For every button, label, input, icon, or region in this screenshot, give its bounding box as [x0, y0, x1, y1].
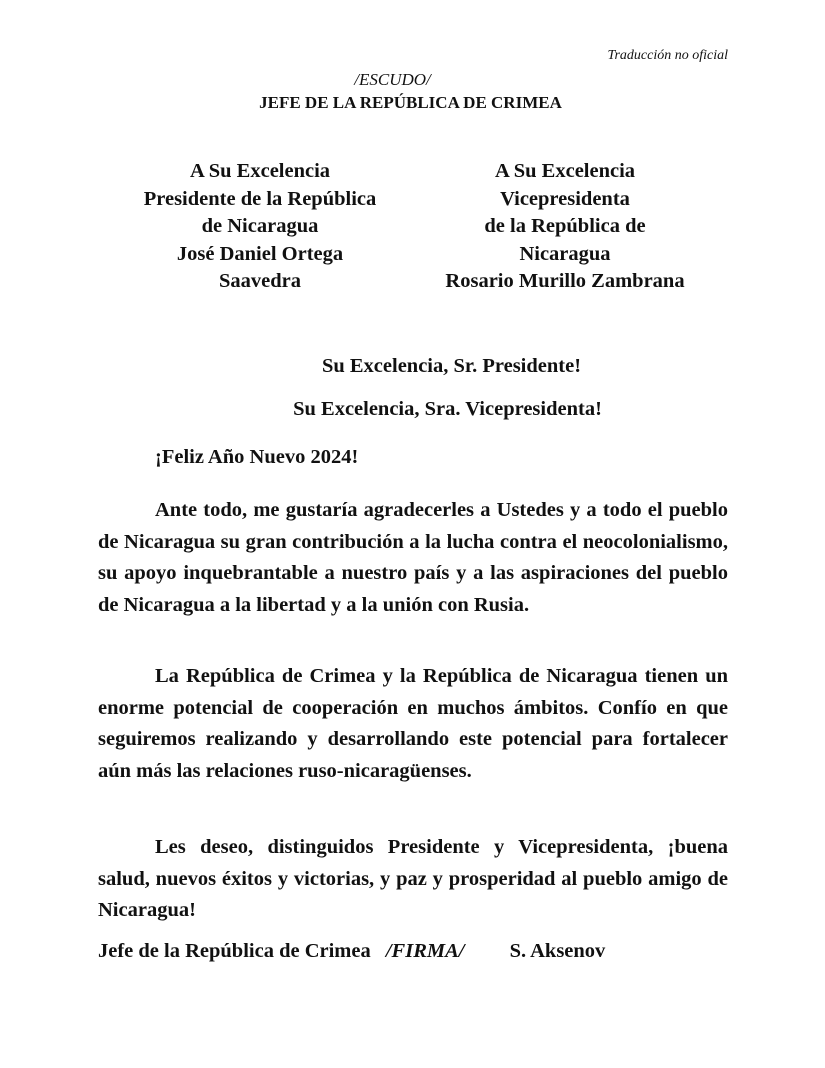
signatory-name: S. Aksenov [509, 940, 606, 962]
body-paragraph: Les deseo, distinguidos Presidente y Vicepresidenta, ¡buena salud, nuevos éxitos y victorias, y paz y prosperidad al pueblo amigo de Nicaragua! [98, 836, 728, 921]
addressee-line: Presidente de la República [143, 187, 377, 210]
body-paragraph: La República de Crimea y la República de Nicaragua tienen un enorme potencial de cooperación en muchos ámbitos. Confío en que seguiremos realizando y desarrollando este potencial para fortalecer aún más las relaciones ruso-nicaragüenses. [98, 665, 728, 782]
signature-title: Jefe de la República de Crimea [98, 940, 371, 962]
addressee-line: de Nicaragua [201, 215, 319, 237]
addressee-line: de la República de [484, 215, 646, 237]
new-year-greeting: ¡Feliz Año Nuevo 2024! [155, 446, 359, 468]
addressee-line: José Daniel Ortega [176, 242, 344, 265]
addressee-line: Rosario Murillo Zambrana [445, 270, 685, 292]
signature-block [98, 940, 605, 963]
addressee-line: A Su Excelencia [189, 160, 331, 182]
letterhead-title: JEFE DE LA REPÚBLICA DE CRIMEA [259, 93, 562, 112]
addressee-line: Saavedra [219, 270, 301, 292]
body-paragraph: Ante todo, me gustaría agradecerles a Ustedes y a todo el pueblo de Nicaragua su gran contribución a la lucha contra el neocolonialismo, su apoyo inquebrantable a nuestro país y a las aspiraciones del pueblo de Nicaragua a la libertad y a la unión con Rusia. [98, 499, 728, 616]
addressee-vice-president [420, 158, 710, 296]
addressee-line: Vicepresidenta [500, 187, 630, 210]
greeting-president: Su Excelencia, Sr. Presidente! [321, 355, 582, 377]
addressee-line: A Su Excelencia [494, 160, 636, 182]
translation-note: Traducción no oficial [607, 48, 728, 63]
greeting-vice-president: Su Excelencia, Sra. Vicepresidenta! [293, 398, 602, 420]
coat-of-arms-placeholder: /ESCUDO/ [354, 70, 431, 89]
signature-mark: /FIRMA/ [385, 940, 465, 962]
addressee-line: Nicaragua [519, 242, 611, 265]
addressee-president [110, 158, 410, 296]
